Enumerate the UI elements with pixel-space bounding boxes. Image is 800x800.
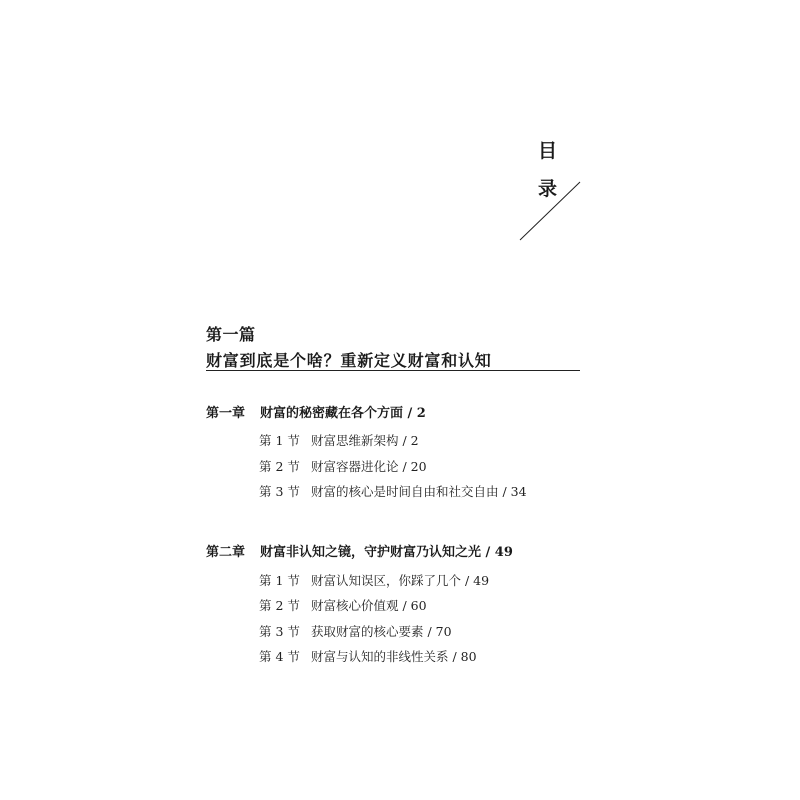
- section-title: 财富核心价值观 / 60: [311, 598, 427, 613]
- chapter-title: 财富的秘密藏在各个方面 / 2: [260, 406, 426, 421]
- section-entry[interactable]: [259, 431, 419, 449]
- section-number: 第 2 节: [259, 459, 300, 474]
- toc-title-char-2: 录: [538, 178, 558, 200]
- section-entry[interactable]: [259, 622, 452, 640]
- part-divider: [206, 370, 580, 371]
- section-number: 第 3 节: [259, 484, 300, 499]
- section-entry[interactable]: [259, 482, 527, 500]
- part-title: 财富到底是个啥？重新定义财富和认知: [206, 351, 492, 370]
- section-entry[interactable]: [259, 457, 427, 475]
- toc-title-char-1: 目: [538, 140, 558, 162]
- chapter-number: 第一章: [206, 406, 246, 421]
- chapter-entry[interactable]: [206, 541, 513, 560]
- section-number: 第 4 节: [259, 649, 300, 664]
- section-entry[interactable]: [259, 596, 427, 614]
- section-number: 第 1 节: [259, 433, 300, 448]
- section-entry[interactable]: [259, 571, 489, 589]
- chapter-entry[interactable]: [206, 402, 426, 421]
- section-title: 财富与认知的非线性关系 / 80: [311, 649, 477, 664]
- chapter-number: 第二章: [206, 545, 246, 560]
- section-entry[interactable]: [259, 647, 477, 665]
- part-label: 第一篇: [206, 325, 256, 344]
- section-number: 第 2 节: [259, 598, 300, 613]
- section-title: 财富的核心是时间自由和社交自由 / 34: [311, 484, 527, 499]
- section-title: 财富容器进化论 / 20: [311, 459, 427, 474]
- section-number: 第 3 节: [259, 624, 300, 639]
- section-title: 获取财富的核心要素 / 70: [311, 624, 452, 639]
- section-number: 第 1 节: [259, 573, 300, 588]
- chapter-title: 财富非认知之镜，守护财富乃认知之光 / 49: [260, 545, 513, 560]
- section-title: 财富思维新架构 / 2: [311, 433, 419, 448]
- section-title: 财富认知误区，你踩了几个 / 49: [311, 573, 490, 588]
